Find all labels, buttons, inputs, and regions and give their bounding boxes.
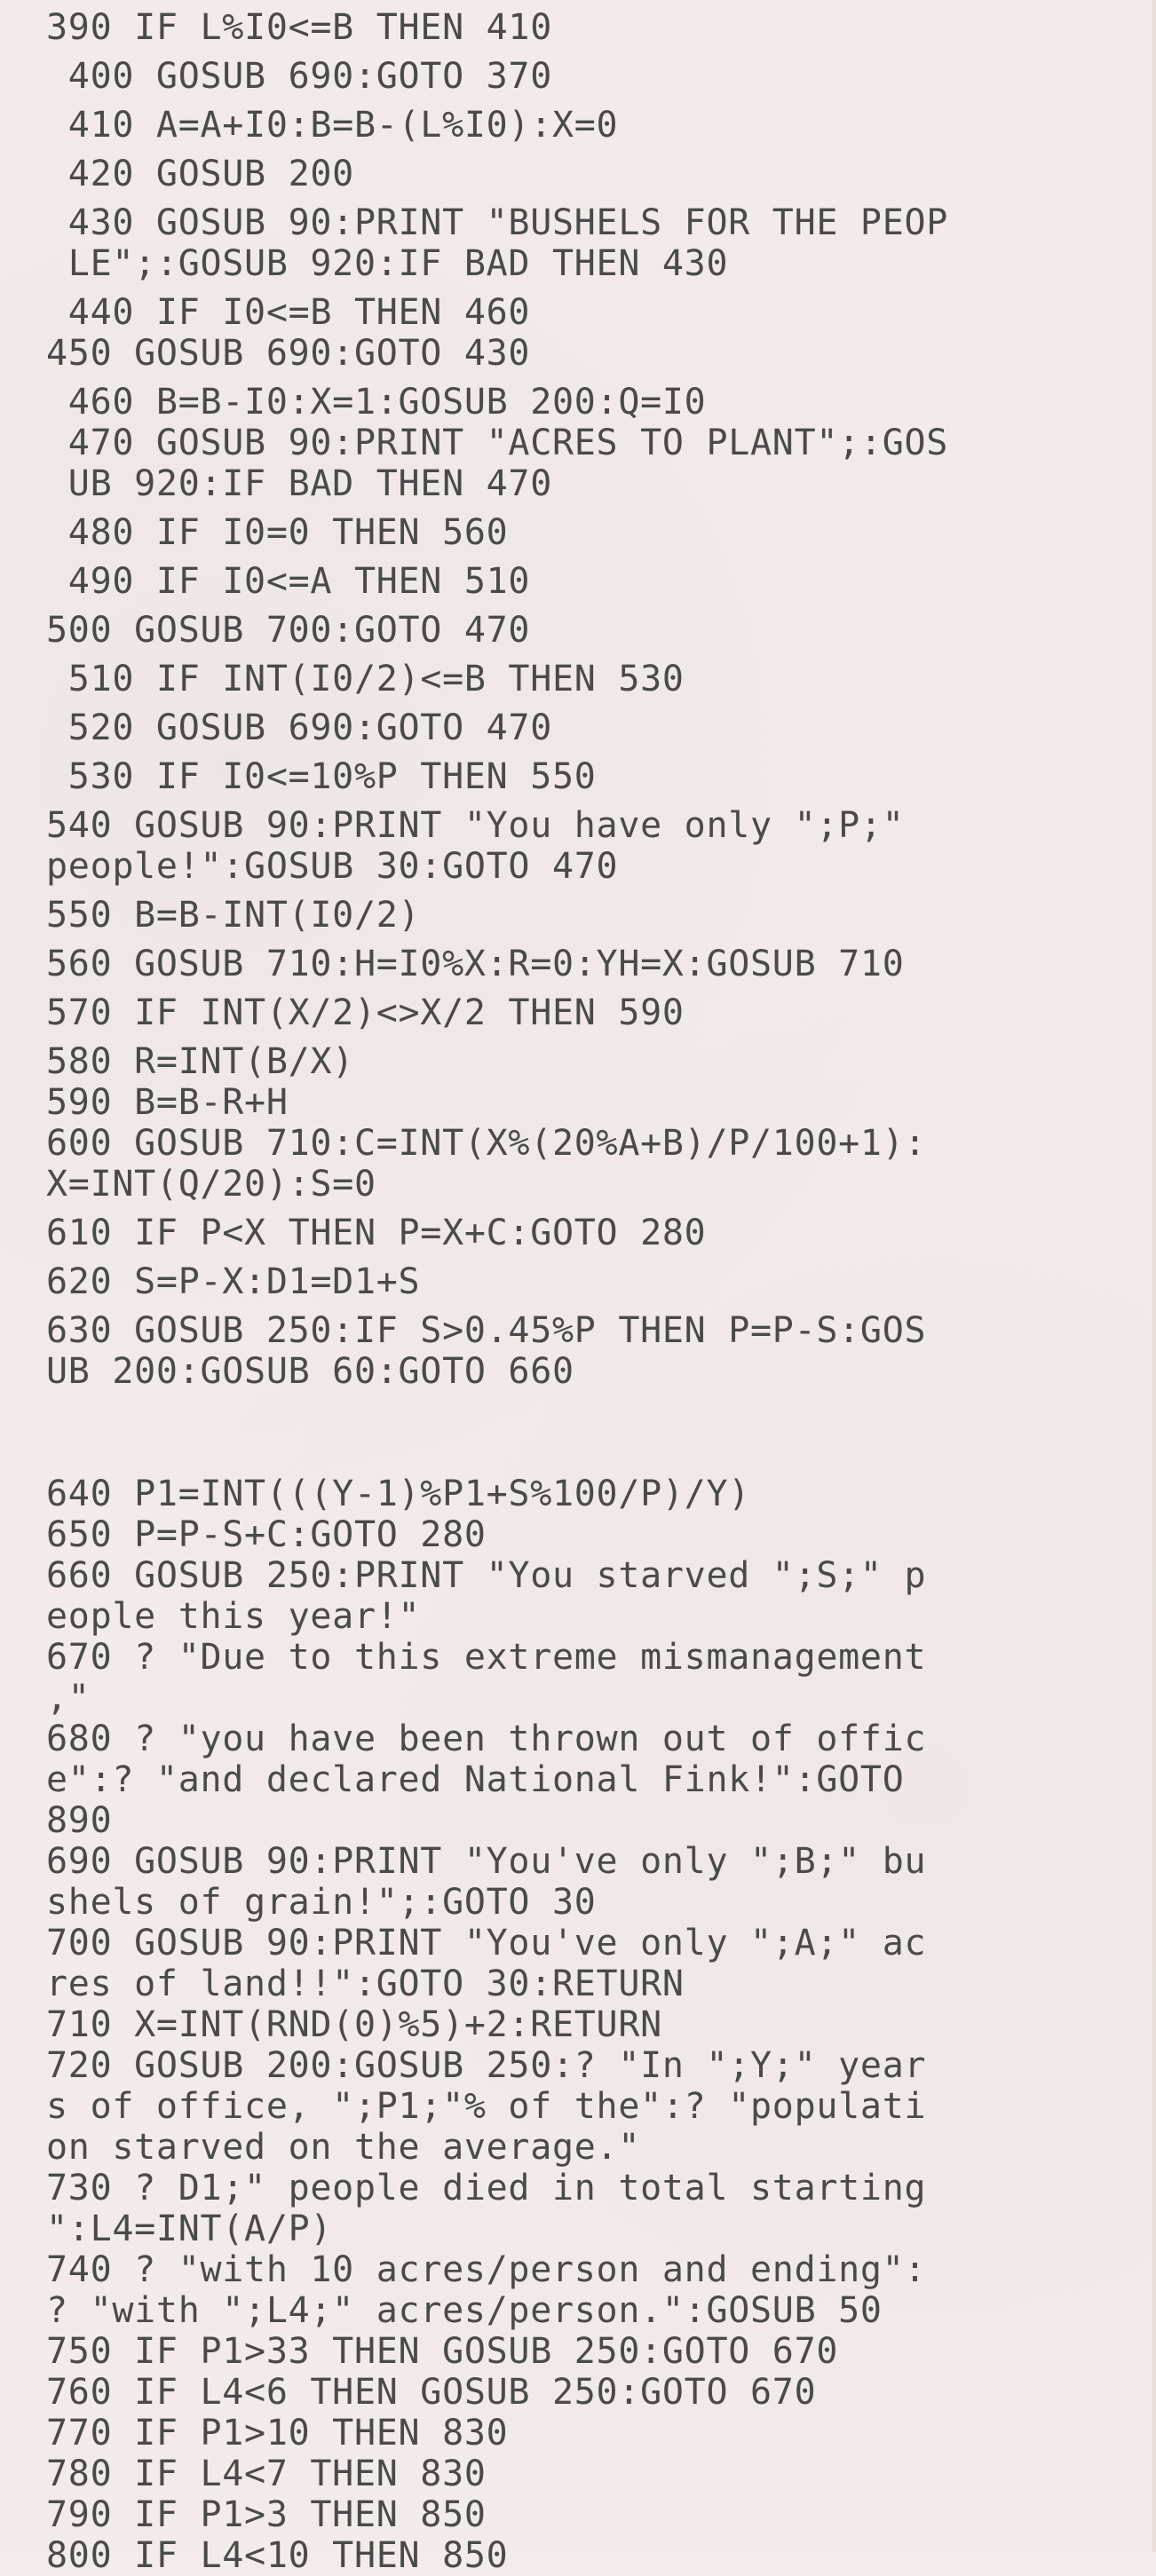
code-line: 400 GOSUB 690:GOTO 370 [46, 56, 552, 97]
code-line: 390 IF L%I0<=B THEN 410 [46, 7, 552, 48]
code-line: ? "with ";L4;" acres/person.":GOSUB 50 [46, 2290, 883, 2331]
code-line: 620 S=P-X:D1=D1+S [46, 1261, 421, 1302]
code-line: UB 920:IF BAD THEN 470 [46, 463, 552, 504]
code-line: 730 ? D1;" people died in total starting [46, 2168, 927, 2209]
code-line: 570 IF INT(X/2)<>X/2 THEN 590 [46, 992, 685, 1033]
code-line: res of land!!":GOTO 30:RETURN [46, 1964, 685, 2004]
code-line: 540 GOSUB 90:PRINT "You have only ";P;" [46, 805, 905, 846]
code-line: people!":GOSUB 30:GOTO 470 [46, 846, 619, 887]
code-line: 560 GOSUB 710:H=I0%X:R=0:YH=X:GOSUB 710 [46, 944, 905, 984]
code-line: eople this year!" [46, 1596, 421, 1637]
code-line: e":? "and declared National Fink!":GOTO [46, 1759, 905, 1800]
code-line: shels of grain!";:GOTO 30 [46, 1882, 597, 1923]
code-line: 680 ? "you have been thrown out of offic [46, 1719, 927, 1759]
code-line: on starved on the average." [46, 2127, 641, 2168]
paper-edge [1152, 0, 1156, 2552]
code-line: 760 IF L4<6 THEN GOSUB 250:GOTO 670 [46, 2372, 817, 2413]
code-line: 750 IF P1>33 THEN GOSUB 250:GOTO 670 [46, 2331, 839, 2372]
code-line: 500 GOSUB 700:GOTO 470 [46, 610, 531, 651]
code-line: 780 IF L4<7 THEN 830 [46, 2454, 487, 2494]
code-line: 720 GOSUB 200:GOSUB 250:? "In ";Y;" year [46, 2045, 927, 2086]
code-line: 580 R=INT(B/X) [46, 1041, 354, 1082]
code-line: 520 GOSUB 690:GOTO 470 [46, 707, 552, 748]
code-line: 590 B=B-R+H [46, 1082, 289, 1123]
code-line: 600 GOSUB 710:C=INT(X%(20%A+B)/P/100+1): [46, 1123, 927, 1164]
code-line: 410 A=A+I0:B=B-(L%I0):X=0 [46, 105, 619, 146]
code-line: 630 GOSUB 250:IF S>0.45%P THEN P=P-S:GOS [46, 1310, 927, 1351]
code-line: 420 GOSUB 200 [46, 154, 354, 194]
code-line: 710 X=INT(RND(0)%5)+2:RETURN [46, 2004, 662, 2045]
code-line: 460 B=B-I0:X=1:GOSUB 200:Q=I0 [46, 382, 707, 423]
code-line: 800 IF L4<10 THEN 850 [46, 2535, 509, 2576]
basic-program-listing [46, 7, 1058, 2576]
blank-gap [46, 1392, 1058, 1474]
code-line: 640 P1=INT(((Y-1)%P1+S%100/P)/Y) [46, 1474, 751, 1514]
code-line: 490 IF I0<=A THEN 510 [46, 561, 531, 602]
code-line: 440 IF I0<=B THEN 460 [46, 292, 531, 333]
code-line: 480 IF I0=0 THEN 560 [46, 512, 509, 553]
code-line: ":L4=INT(A/P) [46, 2209, 333, 2249]
code-line: 550 B=B-INT(I0/2) [46, 895, 421, 936]
code-line: UB 200:GOSUB 60:GOTO 660 [46, 1351, 574, 1392]
code-line: 660 GOSUB 250:PRINT "You starved ";S;" p [46, 1555, 927, 1596]
code-line: 700 GOSUB 90:PRINT "You've only ";A;" ac [46, 1923, 927, 1964]
code-line: 530 IF I0<=10%P THEN 550 [46, 756, 597, 797]
code-line: 430 GOSUB 90:PRINT "BUSHELS FOR THE PEOP [46, 202, 949, 243]
code-line: 670 ? "Due to this extreme mismanagement [46, 1637, 927, 1678]
code-line: 790 IF P1>3 THEN 850 [46, 2494, 487, 2535]
code-line: 470 GOSUB 90:PRINT "ACRES TO PLANT";:GOS [46, 423, 949, 463]
code-line: 690 GOSUB 90:PRINT "You've only ";B;" bu [46, 1841, 927, 1882]
code-line: 450 GOSUB 690:GOTO 430 [46, 333, 531, 374]
code-line: 650 P=P-S+C:GOTO 280 [46, 1514, 487, 1555]
code-line: 740 ? "with 10 acres/person and ending": [46, 2249, 927, 2290]
code-line: 610 IF P<X THEN P=X+C:GOTO 280 [46, 1213, 707, 1253]
code-line: s of office, ";P1;"% of the":? "populati [46, 2086, 927, 2127]
code-line: 770 IF P1>10 THEN 830 [46, 2413, 509, 2454]
code-line: LE";:GOSUB 920:IF BAD THEN 430 [46, 243, 729, 284]
code-line: 890 [46, 1800, 113, 1841]
code-line: ," [46, 1678, 91, 1719]
code-line: 510 IF INT(I0/2)<=B THEN 530 [46, 659, 685, 699]
code-line: X=INT(Q/20):S=0 [46, 1164, 376, 1205]
